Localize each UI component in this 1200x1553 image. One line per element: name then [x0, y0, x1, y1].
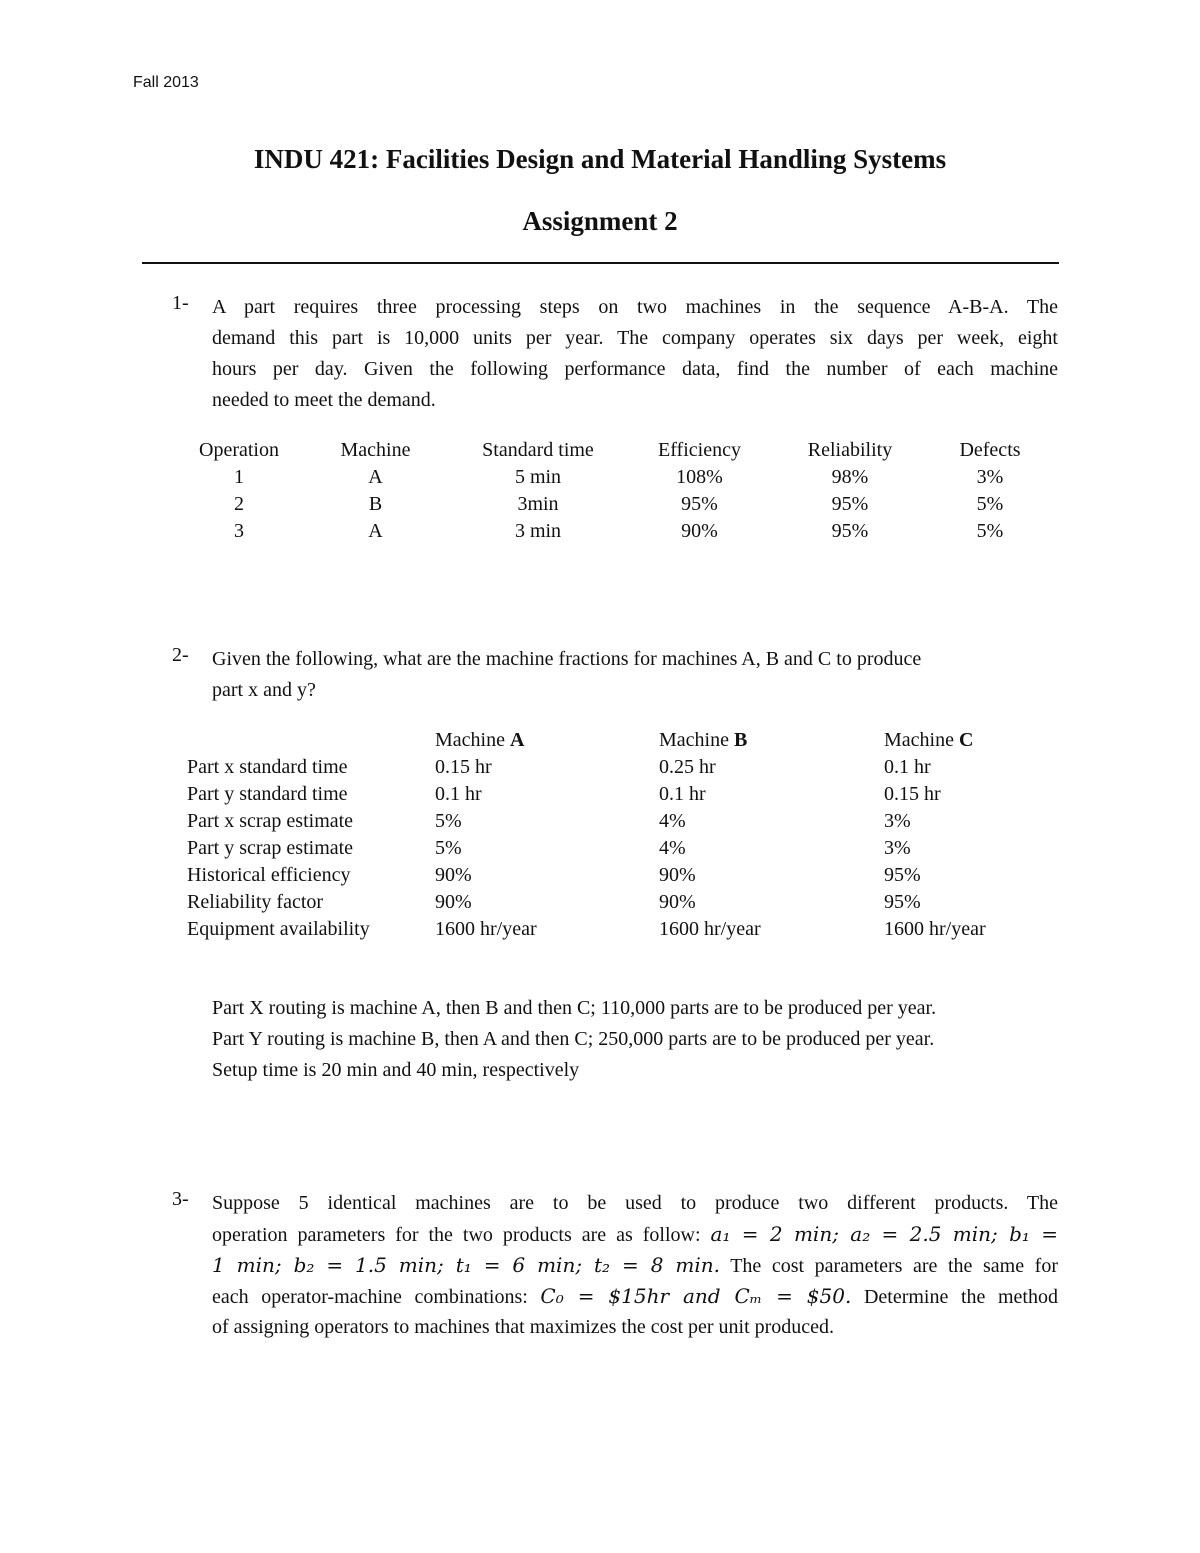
page-header-term: Fall 2013: [133, 74, 199, 91]
table-cell: 1: [234, 466, 244, 488]
col-header: Standard time: [482, 439, 594, 461]
machine-letter: B: [733, 729, 748, 751]
table-cell: 0.25 hr: [659, 756, 716, 778]
table-cell: 5%: [435, 810, 462, 832]
table-row: [187, 808, 1024, 835]
q1-number: 1-: [172, 292, 189, 314]
table-cell: 0.1 hr: [659, 783, 706, 805]
table-cell: 4%: [659, 810, 686, 832]
q1-line: hours per day. Given the following performance data, find the number of each machine: [212, 358, 1058, 380]
machine-prefix: Machine: [435, 729, 505, 751]
row-label: Part x scrap estimate: [187, 810, 354, 832]
table-cell: 3 min: [514, 520, 562, 542]
q3-math: a₁ = 2 min; a₂ = 2.5 min; b₁ =: [710, 1222, 1059, 1246]
table-header-row: [180, 437, 1056, 464]
q3-line-text: The cost parameters are the same for: [730, 1255, 1059, 1277]
q3-line: [212, 1281, 1058, 1312]
row-label: Part x standard time: [187, 756, 348, 778]
table-cell: 95%: [831, 493, 869, 515]
table-row: [180, 491, 1056, 518]
table-cell: 5%: [976, 520, 1004, 542]
table-cell: 2: [234, 493, 244, 515]
table-cell: 5%: [435, 837, 462, 859]
q1-text: [212, 292, 1058, 416]
table-cell: 98%: [831, 466, 869, 488]
q1-line: A part requires three processing steps on two machines in the sequence A-B-A. The: [212, 296, 1058, 318]
table-cell: 95%: [681, 493, 718, 515]
table-cell: 5 min: [514, 466, 562, 488]
q2-note-line: Part Y routing is machine B, then A and then C; 250,000 parts are to be produced per year.: [212, 1028, 935, 1050]
q2-number: 2-: [172, 644, 189, 666]
course-title: INDU 421: Facilities Design and Material Handling Systems: [253, 144, 947, 174]
table-cell: 3%: [884, 810, 911, 832]
col-header: Machine: [340, 439, 411, 461]
table-cell: 1600 hr/year: [884, 918, 986, 940]
q2-machine-table: [187, 727, 1024, 943]
machine-prefix: Machine: [659, 729, 729, 751]
table-cell: 3: [234, 520, 244, 542]
q1-line: needed to meet the demand.: [212, 389, 436, 411]
col-header-machine-c: [884, 727, 1024, 754]
table-cell: 0.15 hr: [884, 783, 941, 805]
q3-text: [212, 1188, 1058, 1343]
col-header-machine-b: [659, 727, 884, 754]
q3-line: Suppose 5 identical machines are to be used to produce two different products. The: [212, 1192, 1058, 1214]
machine-letter: C: [958, 729, 974, 751]
table-cell: 0.1 hr: [884, 756, 931, 778]
table-cell: 3%: [976, 466, 1004, 488]
row-label: Historical efficiency: [187, 864, 351, 886]
q3-math: 1 min; b₂ = 1.5 min; t₁ = 6 min; t₂ = 8 min.: [212, 1253, 720, 1277]
q3-line-text: each operator-machine combinations:: [212, 1286, 541, 1308]
table-cell: A: [368, 520, 383, 542]
table-row: [187, 889, 1024, 916]
table-row: [187, 916, 1024, 943]
q2-note-line: Setup time is 20 min and 40 min, respectively: [212, 1059, 580, 1081]
table-cell: A: [368, 466, 383, 488]
table-cell: 0.15 hr: [435, 756, 492, 778]
col-header: Efficiency: [658, 439, 741, 461]
q3-line-text: operation parameters for the two products are as follow:: [212, 1224, 711, 1246]
q3-line: of assigning operators to machines that maximizes the cost per unit produced.: [212, 1316, 835, 1338]
table-cell: 0.1 hr: [435, 783, 482, 805]
table-row: [187, 835, 1024, 862]
table-cell: 90%: [681, 520, 718, 542]
table-row: [187, 862, 1024, 889]
col-header: Defects: [959, 439, 1021, 461]
col-header: Operation: [199, 439, 279, 461]
machine-letter: A: [509, 729, 525, 751]
q3-math: C₀ = $15hr and Cₘ = $50.: [540, 1284, 852, 1308]
title-divider: [142, 262, 1059, 264]
table-row: [180, 518, 1056, 545]
assignment-title: Assignment 2: [522, 206, 678, 236]
q1-performance-table: [180, 437, 1056, 545]
table-cell: 1600 hr/year: [435, 918, 537, 940]
q3-line: [212, 1250, 1058, 1281]
table-cell: 90%: [659, 864, 696, 886]
q1-line: demand this part is 10,000 units per year. The company operates six days per week, eight: [212, 327, 1058, 349]
row-label: Reliability factor: [187, 891, 324, 913]
table-cell: 3%: [884, 837, 911, 859]
table-row: [187, 754, 1024, 781]
row-label: Equipment availability: [187, 918, 370, 940]
table-row: [180, 464, 1056, 491]
table-row: [187, 781, 1024, 808]
table-cell: 108%: [676, 466, 723, 488]
col-header-empty: [187, 727, 435, 754]
q2-notes: [212, 993, 1058, 1086]
table-cell: 95%: [831, 520, 869, 542]
q2-line: Given the following, what are the machine fractions for machines A, B and C to produce: [212, 648, 922, 670]
col-header: Reliability: [807, 439, 893, 461]
table-cell: 3min: [517, 493, 559, 515]
q3-line-text: Determine the method: [851, 1286, 1058, 1308]
table-cell: 95%: [884, 864, 921, 886]
table-cell: 90%: [435, 891, 472, 913]
q2-note-line: Part X routing is machine A, then B and then C; 110,000 parts are to be produced per year.: [212, 997, 937, 1019]
q2-line: part x and y?: [212, 679, 316, 701]
q3-line: [212, 1219, 1058, 1250]
table-cell: 90%: [659, 891, 696, 913]
table-cell: 1600 hr/year: [659, 918, 761, 940]
table-cell: B: [368, 493, 383, 515]
row-label: Part y scrap estimate: [187, 837, 354, 859]
table-cell: 95%: [884, 891, 921, 913]
table-cell: 5%: [976, 493, 1004, 515]
machine-prefix: Machine: [884, 729, 954, 751]
row-label: Part y standard time: [187, 783, 348, 805]
table-cell: 90%: [435, 864, 472, 886]
col-header-machine-a: [435, 727, 659, 754]
table-cell: 4%: [659, 837, 686, 859]
q2-text: [212, 644, 1058, 706]
q3-number: 3-: [172, 1188, 189, 1210]
table-header-row: [187, 727, 1024, 754]
